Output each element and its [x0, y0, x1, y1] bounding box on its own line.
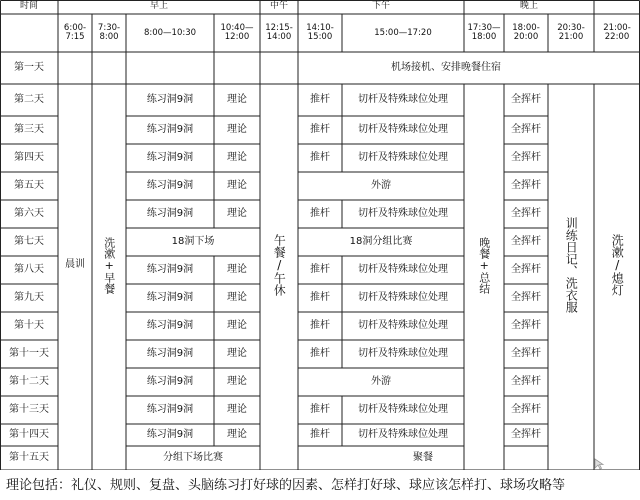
day7-competition: 18洞分组比赛	[349, 235, 413, 247]
chip-cell: 切杆及特殊球位处理	[358, 291, 448, 303]
day1-arrival: 机场接机、安排晚餐住宿	[391, 61, 501, 73]
putting-cell: 推杆	[310, 263, 330, 275]
full-swing-cell: 全挥杆	[511, 179, 541, 191]
full-swing-cell: 全挥杆	[511, 347, 541, 359]
putting-cell: 推杆	[310, 319, 330, 331]
slot-1: 6:00-7:15	[63, 23, 87, 42]
outing-cell: 外游	[371, 179, 391, 191]
dinner-summary: 晚餐+总结	[477, 236, 491, 294]
header-time: 时间	[19, 1, 38, 12]
practice-cell: 练习洞9洞	[146, 93, 194, 105]
chip-cell: 切杆及特殊球位处理	[358, 403, 448, 415]
header-afternoon: 下午	[371, 1, 390, 12]
theory-cell: 理论	[227, 428, 247, 440]
full-swing-cell: 全挥杆	[511, 291, 541, 303]
cursor-icon	[592, 457, 606, 471]
day-label: 第十四天	[9, 428, 49, 440]
slot-4: 10:40—12:00	[220, 23, 254, 42]
practice-cell: 练习洞9洞	[146, 403, 194, 415]
full-swing-cell: 全挥杆	[511, 151, 541, 163]
full-swing-cell: 全挥杆	[511, 93, 541, 105]
day-label: 第十五天	[9, 451, 49, 463]
header-evening: 晚上	[519, 1, 538, 12]
day-label: 第十一天	[9, 347, 49, 359]
theory-cell: 理论	[227, 263, 247, 275]
slot-5: 12:15-14:00	[265, 23, 293, 42]
chip-cell: 切杆及特殊球位处理	[358, 151, 448, 163]
morning-drill: 晨训	[65, 258, 85, 270]
theory-cell: 理论	[227, 93, 247, 105]
theory-cell: 理论	[227, 291, 247, 303]
diary-laundry: 训练日记、洗衣服	[564, 217, 579, 313]
slot-9: 18:00-20:00	[512, 23, 540, 42]
wash-lightsout: 洗漱/熄灯	[610, 234, 625, 296]
putting-cell: 推杆	[310, 123, 330, 135]
day-label: 第十三天	[9, 403, 49, 415]
lunch-rest: 午餐/午休	[272, 234, 287, 296]
putting-cell: 推杆	[310, 347, 330, 359]
slot-11: 21:00-22:00	[603, 23, 631, 42]
full-swing-cell: 全挥杆	[511, 235, 541, 247]
chip-cell: 切杆及特殊球位处理	[358, 123, 448, 135]
header-morning: 早上	[149, 1, 168, 12]
putting-cell: 推杆	[310, 428, 330, 440]
day-label: 第三天	[14, 123, 44, 135]
slot-10: 20:30-21:00	[557, 23, 585, 42]
chip-cell: 切杆及特殊球位处理	[358, 93, 448, 105]
practice-cell: 练习洞9洞	[146, 428, 194, 440]
practice-cell: 练习洞9洞	[146, 263, 194, 275]
chip-cell: 切杆及特殊球位处理	[358, 347, 448, 359]
theory-cell: 理论	[227, 207, 247, 219]
day-label: 第十天	[14, 319, 44, 331]
practice-cell: 练习洞9洞	[146, 179, 194, 191]
theory-cell: 理论	[227, 179, 247, 191]
theory-cell: 理论	[227, 375, 247, 387]
chip-cell: 切杆及特殊球位处理	[358, 263, 448, 275]
practice-cell: 练习洞9洞	[146, 151, 194, 163]
day-label: 第六天	[14, 207, 44, 219]
outing-cell: 外游	[371, 375, 391, 387]
theory-cell: 理论	[227, 347, 247, 359]
putting-cell: 推杆	[310, 93, 330, 105]
theory-cell: 理论	[227, 403, 247, 415]
day-label: 第二天	[14, 93, 44, 105]
header-noon: 中午	[269, 1, 288, 12]
theory-cell: 理论	[227, 319, 247, 331]
practice-cell: 练习洞9洞	[146, 375, 194, 387]
putting-cell: 推杆	[310, 291, 330, 303]
slot-3: 8:00—10:30	[143, 27, 197, 38]
putting-cell: 推杆	[310, 207, 330, 219]
full-swing-cell: 全挥杆	[511, 263, 541, 275]
chip-cell: 切杆及特殊球位处理	[358, 207, 448, 219]
chip-cell: 切杆及特殊球位处理	[358, 428, 448, 440]
practice-cell: 练习洞9洞	[146, 207, 194, 219]
day15-dinner: 聚餐	[413, 451, 433, 463]
day-label: 第十二天	[9, 375, 49, 387]
day15-competition: 分组下场比赛	[163, 451, 223, 463]
full-swing-cell: 全挥杆	[511, 403, 541, 415]
slot-2: 7:30-8:00	[97, 23, 121, 42]
day-label: 第七天	[14, 235, 44, 247]
wash-breakfast: 洗漱+早餐	[102, 236, 116, 294]
practice-cell: 练习洞9洞	[146, 319, 194, 331]
putting-cell: 推杆	[310, 151, 330, 163]
full-swing-cell: 全挥杆	[511, 428, 541, 440]
practice-cell: 练习洞9洞	[146, 291, 194, 303]
practice-cell: 练习洞9洞	[146, 123, 194, 135]
full-swing-cell: 全挥杆	[511, 123, 541, 135]
full-swing-cell: 全挥杆	[511, 375, 541, 387]
practice-cell: 练习洞9洞	[146, 347, 194, 359]
slot-6: 14:10-15:00	[306, 23, 334, 42]
day-label: 第八天	[14, 263, 44, 275]
day-label: 第九天	[14, 291, 44, 303]
full-swing-cell: 全挥杆	[511, 207, 541, 219]
slot-8: 17:30—18:00	[467, 23, 501, 42]
day-label: 第五天	[14, 179, 44, 191]
chip-cell: 切杆及特殊球位处理	[358, 319, 448, 331]
theory-cell: 理论	[227, 123, 247, 135]
day-label: 第一天	[14, 61, 44, 73]
footnote: 理论包括：礼仪、规则、复盘、头脑练习打好球的因素、怎样打好球、球应该怎样打、球场攻略等	[6, 478, 566, 493]
full-swing-cell: 全挥杆	[511, 319, 541, 331]
day-label: 第四天	[14, 151, 44, 163]
theory-cell: 理论	[227, 151, 247, 163]
putting-cell: 推杆	[310, 403, 330, 415]
day7-round: 18洞下场	[171, 235, 215, 247]
slot-7: 15:00—17:20	[374, 27, 432, 38]
